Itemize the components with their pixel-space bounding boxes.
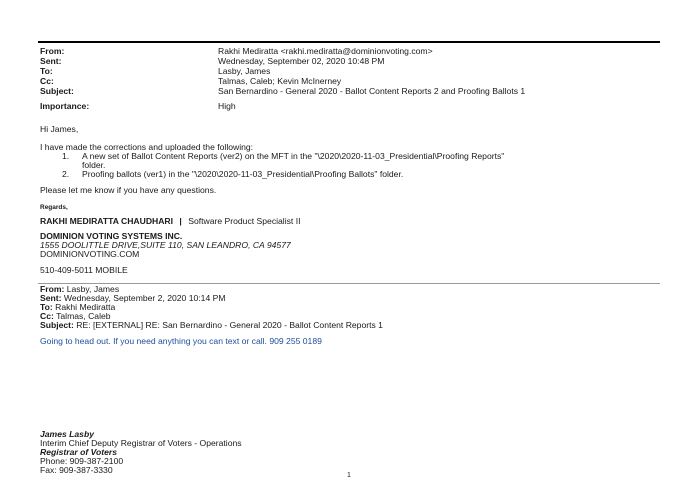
from-label: From: [40,46,65,56]
subject-label: Subject: [40,86,74,96]
prev-to-label: To: [40,302,53,312]
subject-value: San Bernardino - General 2020 - Ballot Content Reports 2 and Proofing Ballots 1 [218,86,526,96]
footer-title: Interim Chief Deputy Registrar of Voters - Operations [40,438,242,448]
intro-text: I have made the corrections and uploaded the following: [40,142,254,152]
list-item-text: A new set of Ballot Content Reports (ver2) on the MFT in the "\2020\2020-11-03_Presidential\Proofing Reports" [82,151,505,161]
page-number: 1 [347,472,351,479]
prev-sent-label: Sent: [40,293,62,303]
sent-value: Wednesday, September 02, 2020 10:48 PM [218,56,385,66]
signature-name: RAKHI MEDIRATTA CHAUDHARI [40,216,174,226]
regards: Regards, [40,204,68,211]
to-label: To: [40,66,53,76]
footer-fax: Fax: 909-387-3330 [40,465,113,475]
signature-separator: | [179,216,182,226]
greeting: Hi James, [40,124,79,134]
list-item-text-cont: folder. [82,160,106,170]
divider [38,283,660,284]
importance-value: High [218,101,236,111]
to-value[interactable]: Lasby, James [218,66,271,76]
prev-subject-value: RE: [EXTERNAL] RE: San Bernardino - General 2020 - Ballot Content Reports 1 [76,320,383,330]
list-item-number: 2. [62,169,70,179]
closing-note: Please let me know if you have any questions. [40,185,217,195]
sent-label: Sent: [40,56,62,66]
prev-cc-label: Cc: [40,311,54,321]
prev-from-label: From: [40,284,65,294]
list-item-text: Proofing ballots (ver1) in the "\2020\2020-11-03_Presidential\Proofing Ballots" folder. [82,169,404,179]
cc-value[interactable]: Talmas, Caleb; Kevin McInerney [218,76,342,86]
prev-from-value[interactable]: Lasby, James [66,284,120,294]
list-item-number: 1. [62,151,70,161]
cc-label: Cc: [40,76,54,86]
prev-cc-value[interactable]: Talmas, Caleb [56,311,111,321]
signature-company: DOMINION VOTING SYSTEMS INC. [40,231,183,241]
footer-phone: Phone: 909-387-2100 [40,456,124,466]
footer-name: James Lasby [40,429,94,439]
signature-title: Software Product Specialist II [188,216,301,226]
prev-subject-label: Subject: [40,320,74,330]
signature-phone: 510-409-5011 MOBILE [40,265,128,275]
prev-to-value[interactable]: Rakhi Mediratta [55,302,116,312]
prev-sent-value: Wednesday, September 2, 2020 10:14 PM [63,293,226,303]
importance-label: Importance: [40,101,90,111]
footer-office: Registrar of Voters [40,447,118,457]
from-value[interactable]: Rakhi Mediratta <rakhi.mediratta@dominionvoting.com> [218,46,433,56]
top-rule [38,41,660,43]
signature-website[interactable]: DOMINIONVOTING.COM [40,249,140,259]
signature-address: 1555 DOOLITTLE DRIVE,SUITE 110, SAN LEANDRO, CA 94577 [40,240,291,250]
prev-message-text: Going to head out. If you need anything you can text or call. 909 255 0189 [40,336,322,346]
